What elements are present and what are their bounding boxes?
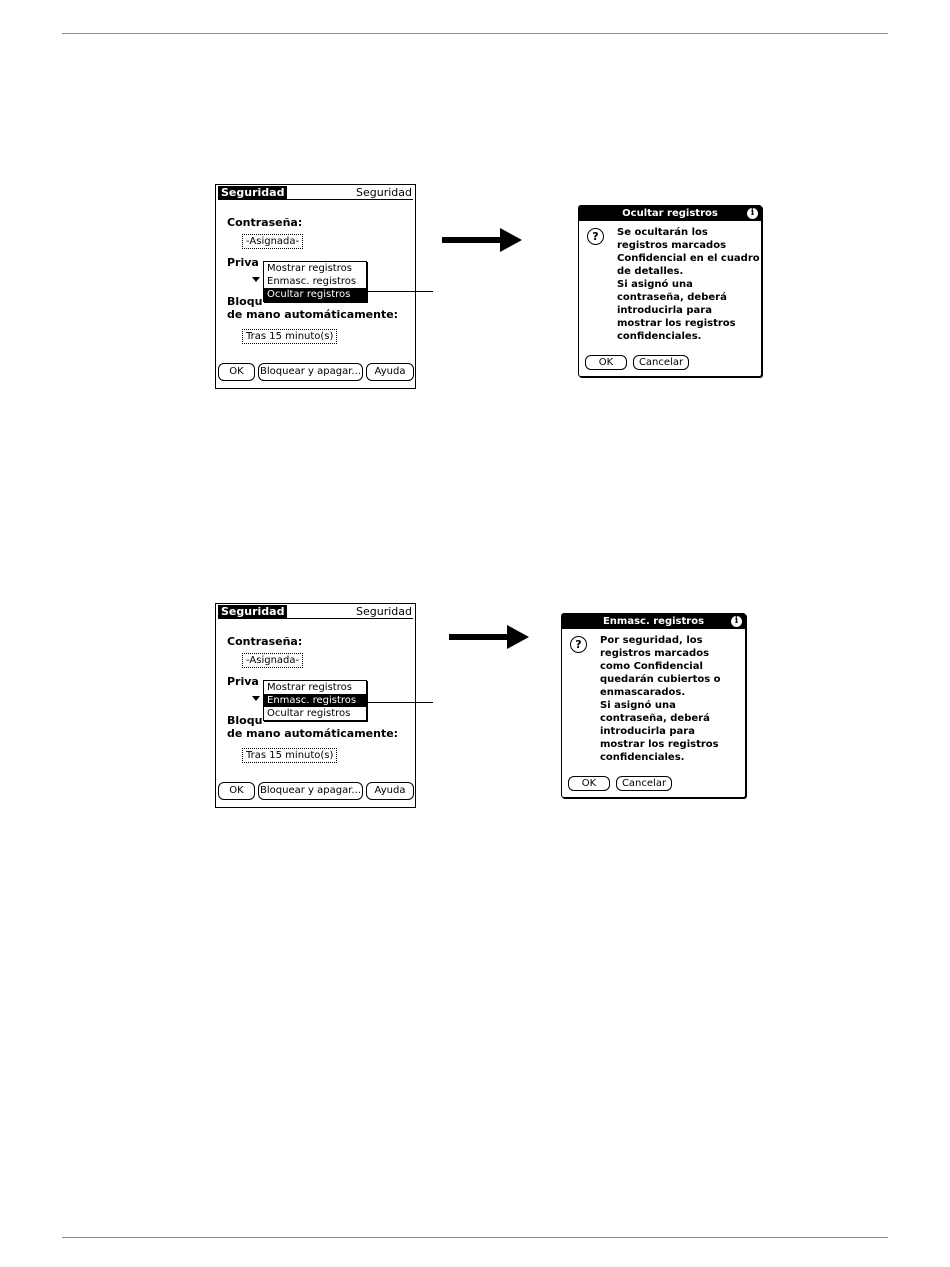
message-line: Por seguridad, los	[600, 635, 703, 646]
popup-item-ocultar[interactable]: Ocultar registros	[264, 288, 366, 301]
mask-records-dialog	[561, 613, 746, 798]
popup-item-enmascarar[interactable]: Enmasc. registros	[267, 276, 357, 287]
dialog-ok-button[interactable]: OK	[585, 355, 627, 370]
popup-item-mostrar[interactable]: Mostrar registros	[267, 263, 352, 274]
category-label: Seguridad	[356, 605, 412, 618]
screen-title: Seguridad	[218, 605, 287, 618]
privacy-label: Priva	[227, 675, 259, 688]
info-icon[interactable]: i	[731, 616, 742, 627]
dialog-ok-button[interactable]: OK	[568, 776, 610, 791]
right-arrow-icon	[442, 228, 522, 252]
message-line: quedarán cubiertos o	[600, 674, 721, 685]
popup-item-enmascarar[interactable]: Enmasc. registros	[264, 694, 366, 707]
dialog-message	[600, 634, 721, 764]
dialog-cancel-button[interactable]: Cancelar	[616, 776, 672, 791]
message-line: enmascarados.	[600, 687, 686, 698]
privacy-dropdown-arrow-icon[interactable]	[252, 277, 260, 282]
title-bar	[216, 185, 415, 200]
lock-and-off-button[interactable]: Bloquear y apagar...	[258, 363, 363, 381]
password-label: Contraseña:	[227, 216, 303, 229]
message-line: como Confidencial	[600, 661, 703, 672]
title-underline	[218, 618, 413, 619]
lock-and-off-button[interactable]: Bloquear y apagar...	[258, 782, 363, 800]
help-button[interactable]: Ayuda	[366, 363, 414, 381]
ok-button[interactable]: OK	[218, 782, 255, 800]
message-line: Si asignó una	[600, 700, 676, 711]
message-line: Si asignó una	[617, 279, 693, 290]
callout-line-2	[368, 702, 433, 703]
lock-time-trigger[interactable]: Tras 15 minuto(s)	[242, 329, 337, 344]
ok-button[interactable]: OK	[218, 363, 255, 381]
top-rule	[62, 33, 888, 34]
lock-label-1: Bloqu	[227, 295, 263, 308]
screen-title: Seguridad	[218, 186, 287, 199]
title-underline	[218, 199, 413, 200]
password-trigger[interactable]: -Asignada-	[242, 653, 303, 668]
privacy-dropdown-arrow-icon[interactable]	[252, 696, 260, 701]
message-line: Se ocultarán los	[617, 227, 708, 238]
message-line: introducirla para	[600, 726, 695, 737]
popup-item-mostrar[interactable]: Mostrar registros	[267, 682, 352, 693]
right-arrow-icon	[449, 625, 529, 649]
category-label: Seguridad	[356, 186, 412, 199]
question-icon: ?	[587, 228, 604, 245]
message-line: registros marcados	[600, 648, 710, 659]
message-line: Confidencial en el cuadro	[617, 253, 760, 264]
dialog-message	[617, 226, 760, 343]
message-line: de detalles.	[617, 266, 684, 277]
message-line: mostrar los registros	[617, 318, 736, 329]
lock-label-2: de mano automáticamente:	[227, 308, 399, 321]
password-trigger[interactable]: -Asignada-	[242, 234, 303, 249]
message-line: contraseña, deberá	[617, 292, 727, 303]
security-screen-1	[215, 184, 416, 389]
privacy-popup-list	[263, 261, 367, 302]
question-icon: ?	[570, 636, 587, 653]
info-icon[interactable]: i	[747, 208, 758, 219]
message-line: confidenciales.	[600, 752, 685, 763]
bottom-rule	[62, 1237, 888, 1238]
message-line: introducirla para	[617, 305, 712, 316]
lock-time-trigger[interactable]: Tras 15 minuto(s)	[242, 748, 337, 763]
message-line: mostrar los registros	[600, 739, 719, 750]
dialog-title: Ocultar registros	[579, 206, 761, 221]
message-line: contraseña, deberá	[600, 713, 710, 724]
password-label: Contraseña:	[227, 635, 303, 648]
popup-item-ocultar[interactable]: Ocultar registros	[267, 708, 351, 719]
callout-line-1	[368, 291, 433, 292]
dialog-cancel-button[interactable]: Cancelar	[633, 355, 689, 370]
privacy-label: Priva	[227, 256, 259, 269]
help-button[interactable]: Ayuda	[366, 782, 414, 800]
dialog-title: Enmasc. registros	[562, 614, 745, 629]
security-screen-2	[215, 603, 416, 808]
lock-label-1: Bloqu	[227, 714, 263, 727]
privacy-popup-list	[263, 680, 367, 721]
lock-label-2: de mano automáticamente:	[227, 727, 399, 740]
message-line: confidenciales.	[617, 331, 702, 342]
message-line: registros marcados	[617, 240, 727, 251]
title-bar	[216, 604, 415, 619]
hide-records-dialog	[578, 205, 762, 377]
